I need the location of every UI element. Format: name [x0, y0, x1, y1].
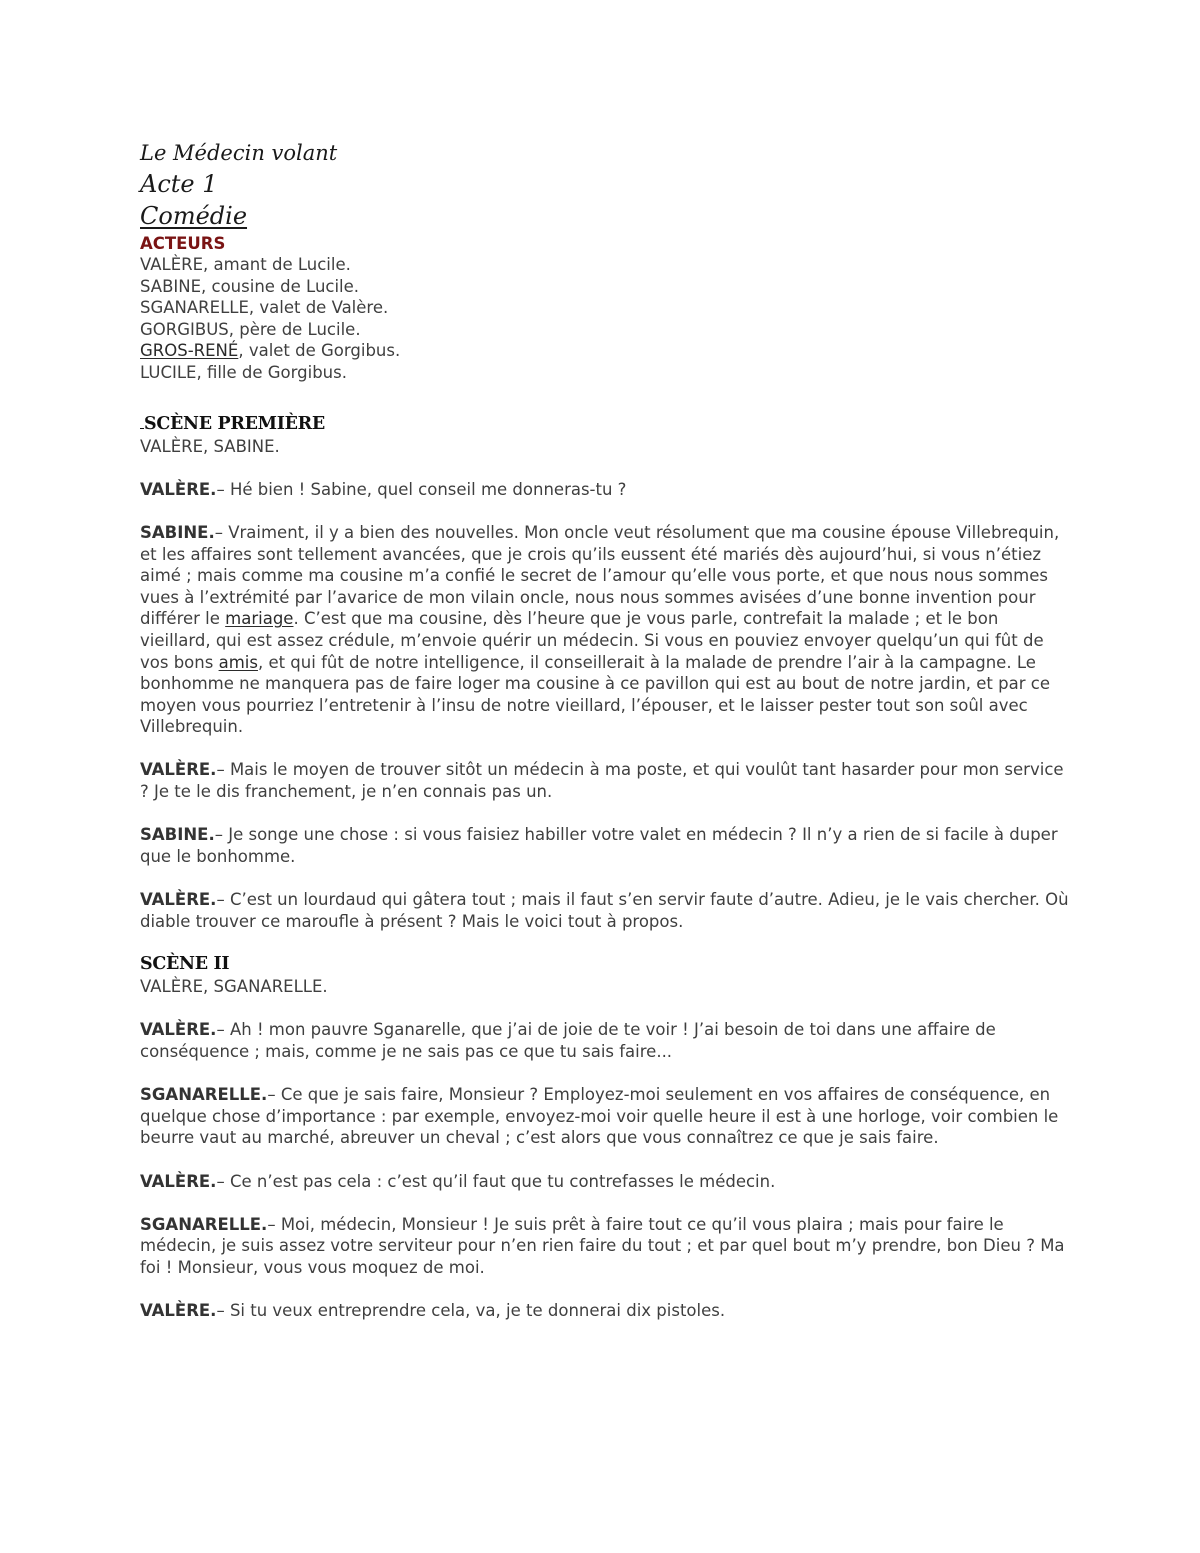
dialogue-line: VALÈRE.– Si tu veux entreprendre cela, va, je te donnerai dix pistoles.: [140, 1301, 726, 1321]
cast-item: GORGIBUS, père de Lucile.: [140, 319, 361, 339]
document-page: [140, 138, 1070, 1322]
speaker: SGANARELLE.: [140, 1214, 268, 1234]
play-title: Le Médecin volant: [140, 141, 338, 165]
dialogue-line: VALÈRE.– C’est un lourdaud qui gâtera tout ; mais il faut s’en servir faute d’autre. Adieu, je le vais chercher. Où diable trouver ce maroufle à présent ? Mais le voici tout à propos.: [140, 890, 1069, 931]
speaker: VALÈRE.: [140, 1171, 217, 1191]
speaker: SGANARELLE.: [140, 1085, 268, 1105]
dialogue-line: VALÈRE.– Mais le moyen de trouver sitôt un médecin à ma poste, et qui voulût tant hasarder pour mon service ? Je te le dis franchement, je n’en connais pas un.: [140, 760, 1064, 802]
act-heading: Acte 1: [140, 170, 218, 198]
dialogue-line: SGANARELLE.– Ce que je sais faire, Monsieur ? Employez-moi seulement en vos affaires de conséquence, en quelque chose d’importance : par exemple, envoyez-moi voir quelle heure il est à une horloge, voir combien le beurre vaut au marché, abreuver un cheval ; c’est alors que vous connaîtrez ce que je sais faire.: [140, 1085, 1059, 1148]
mariage-link[interactable]: mariage: [225, 609, 294, 629]
cast-list: [140, 254, 1070, 384]
scene-1-characters: VALÈRE, SABINE.: [140, 436, 280, 456]
cast-item: [140, 340, 1070, 362]
cast-item: LUCILE, fille de Gorgibus.: [140, 362, 347, 382]
cast-item: VALÈRE, amant de Lucile.: [140, 255, 351, 274]
gros-rene-link[interactable]: GROS-RENÉ: [140, 341, 239, 361]
speaker: VALÈRE.: [140, 760, 217, 780]
speaker: VALÈRE.: [140, 1020, 217, 1040]
speaker: VALÈRE.: [140, 479, 217, 499]
dialogue-line: VALÈRE.– Hé bien ! Sabine, quel conseil me donneras-tu ?: [140, 479, 627, 499]
dialogue-line: SGANARELLE.– Moi, médecin, Monsieur ! Je suis prêt à faire tout ce qu’il vous plaira ; mais pour faire le médecin, je suis assez votre serviteur pour n’en rien faire du tout ; et par quel bout m’y prendre, bon Dieu ? Ma foi ! Monsieur, vous vous moquez de moi.: [140, 1214, 1065, 1277]
cast-item-rest: , valet de Gorgibus.: [238, 341, 401, 361]
speaker: VALÈRE.: [140, 1301, 217, 1321]
dialogue-line: VALÈRE.– Ce n’est pas cela : c’est qu’il faut que tu contrefasses le médecin.: [140, 1171, 776, 1191]
cast-item: SABINE, cousine de Lucile.: [140, 276, 360, 296]
dialogue-line: SABINE.– Je songe une chose : si vous faisiez habiller votre valet en médecin ? Il n’y a rien de si facile à duper que le bonhomme.: [140, 825, 1058, 866]
speaker: SABINE.: [140, 825, 215, 845]
genre-heading: Comédie: [140, 202, 248, 230]
cast-item: SGANARELLE, valet de Valère.: [140, 298, 389, 318]
dialogue-line: VALÈRE.– Ah ! mon pauvre Sganarelle, que j’ai de joie de te voir ! J’ai besoin de toi dans une affaire de conséquence ; mais, comme je ne sais pas ce que tu sais faire...: [140, 1020, 996, 1061]
amis-link[interactable]: amis: [218, 652, 258, 672]
cast-heading: ACTEURS: [140, 234, 226, 253]
speaker: VALÈRE.: [140, 890, 217, 910]
scene-2-characters: VALÈRE, SGANARELLE.: [140, 977, 328, 997]
scene-1-title: SCÈNE PREMIÈRE: [140, 412, 1070, 436]
speaker: SABINE.: [140, 522, 215, 542]
dialogue-line: SABINE.– Vraiment, il y a bien des nouvelles. Mon oncle veut résolument que ma cousine épouse Villebrequin, et les affaires sont tellement avancées, que je crois qu’ils eussent été mariés dès aujourd’hui, si vous n’étiez aimé ; mais comme ma cousine m’a confié le secret de l’amour qu’elle vous porte, et que nous nous sommes vues à l’extrémité par l’avarice de mon vilain oncle, nous nous sommes avisées d’une bonne invention pour différer le mariage. C’est que ma cousine, dès l’heure que je vous parle, contrefait la malade ; et le bon vieillard, qui est assez crédule, m’envoie quérir un médecin. Si vous en pouviez envoyer quelqu’un qui fût de vos bons amis, et qui fût de notre intelligence, il conseillerait à la malade de prendre l’air à la campagne. Le bonhomme ne manquera pas de faire loger ma cousine à ce pavillon qui est au bout de notre jardin, et par ce moyen vous pourriez l’entretenir à l’insu de notre vieillard, l’épouser, et le laisser pester tout son soûl avec Villebrequin.: [140, 522, 1060, 737]
scene-2-title: SCÈNE II: [140, 954, 230, 975]
